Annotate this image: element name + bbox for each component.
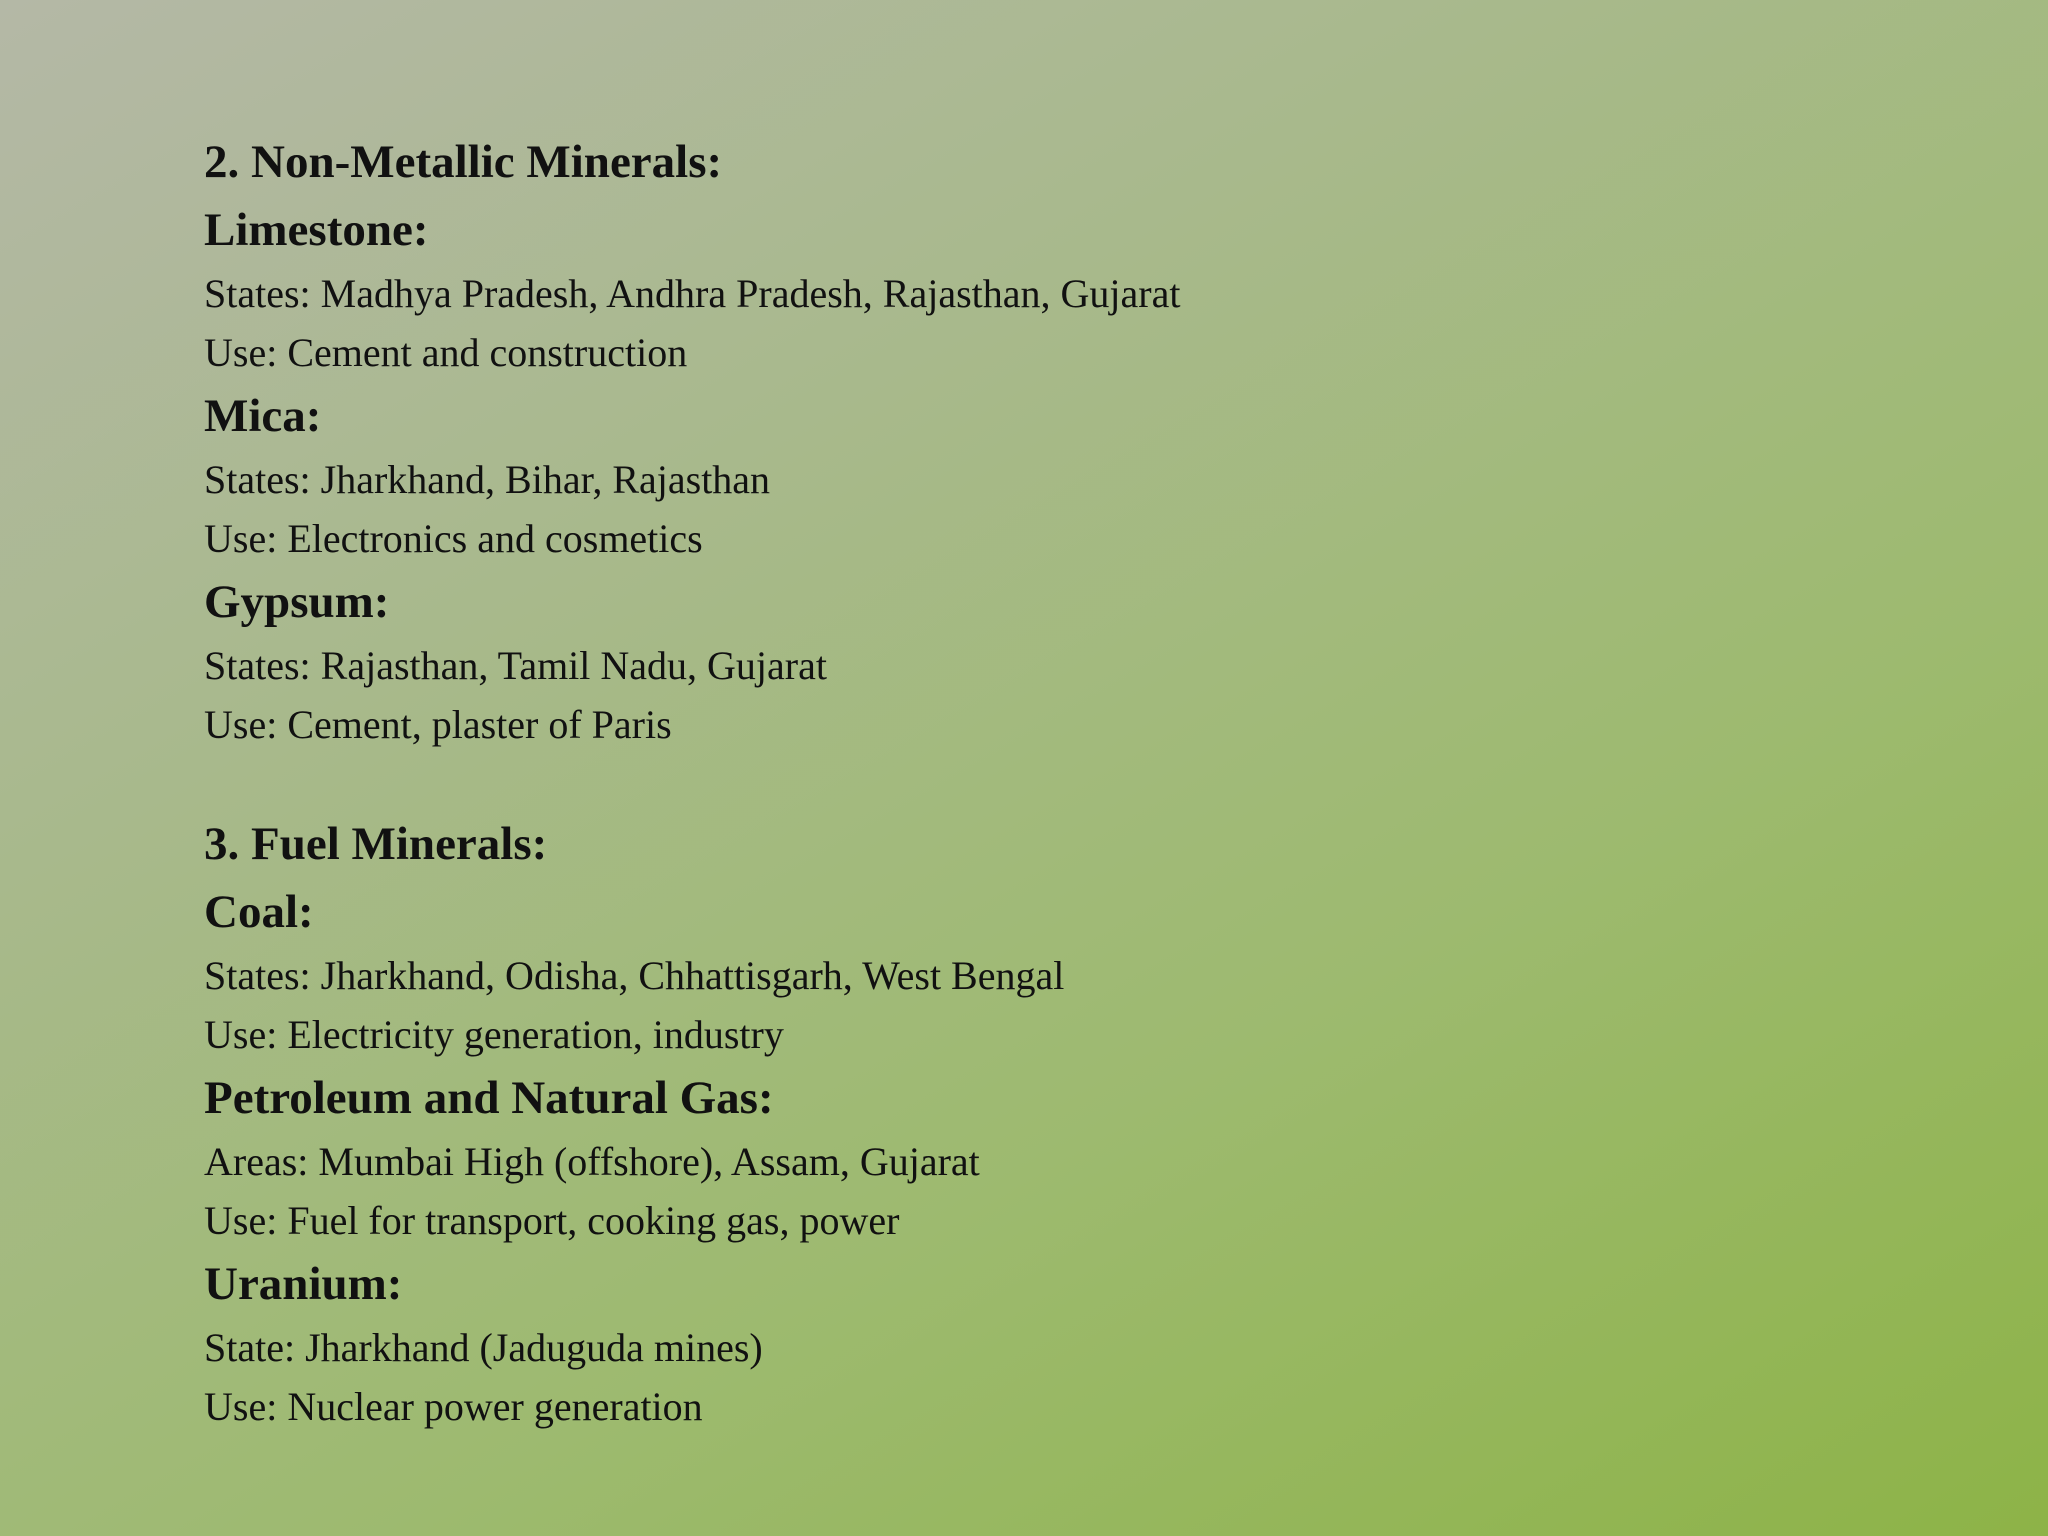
mineral-name: Coal: <box>204 886 314 938</box>
mineral-item-limestone <box>204 196 1904 382</box>
mineral-name: Limestone: <box>204 204 429 256</box>
mineral-item-uranium <box>204 1250 1904 1436</box>
mineral-name: Uranium: <box>204 1258 403 1310</box>
section-fuel-minerals <box>204 810 1904 1436</box>
mineral-states: State: Jharkhand (Jaduguda mines) <box>204 1325 763 1370</box>
mineral-use: Use: Cement, plaster of Paris <box>204 702 672 747</box>
mineral-states: States: Jharkhand, Bihar, Rajasthan <box>204 457 771 502</box>
mineral-use: Use: Cement and construction <box>204 330 688 375</box>
section-title: 2. Non-Metallic Minerals: <box>204 136 723 188</box>
mineral-use: Use: Fuel for transport, cooking gas, power <box>204 1198 900 1243</box>
mineral-use: Use: Electricity generation, industry <box>204 1012 784 1057</box>
mineral-name: Mica: <box>204 390 322 442</box>
mineral-item-gypsum <box>204 568 1904 754</box>
mineral-name: Petroleum and Natural Gas: <box>204 1072 774 1124</box>
mineral-item-mica <box>204 382 1904 568</box>
mineral-item-petroleum-natural-gas <box>204 1064 1904 1250</box>
mineral-states: States: Madhya Pradesh, Andhra Pradesh, Rajasthan, Gujarat <box>204 271 1181 316</box>
section-title: 3. Fuel Minerals: <box>204 818 548 870</box>
mineral-use: Use: Nuclear power generation <box>204 1384 703 1429</box>
mineral-areas: Areas: Mumbai High (offshore), Assam, Gujarat <box>204 1139 980 1184</box>
slide-content <box>204 128 1904 1436</box>
mineral-use: Use: Electronics and cosmetics <box>204 516 703 561</box>
mineral-states: States: Rajasthan, Tamil Nadu, Gujarat <box>204 643 827 688</box>
mineral-states: States: Jharkhand, Odisha, Chhattisgarh, West Bengal <box>204 953 1065 998</box>
section-non-metallic-minerals <box>204 128 1904 754</box>
mineral-item-coal <box>204 878 1904 1064</box>
mineral-name: Gypsum: <box>204 576 390 628</box>
